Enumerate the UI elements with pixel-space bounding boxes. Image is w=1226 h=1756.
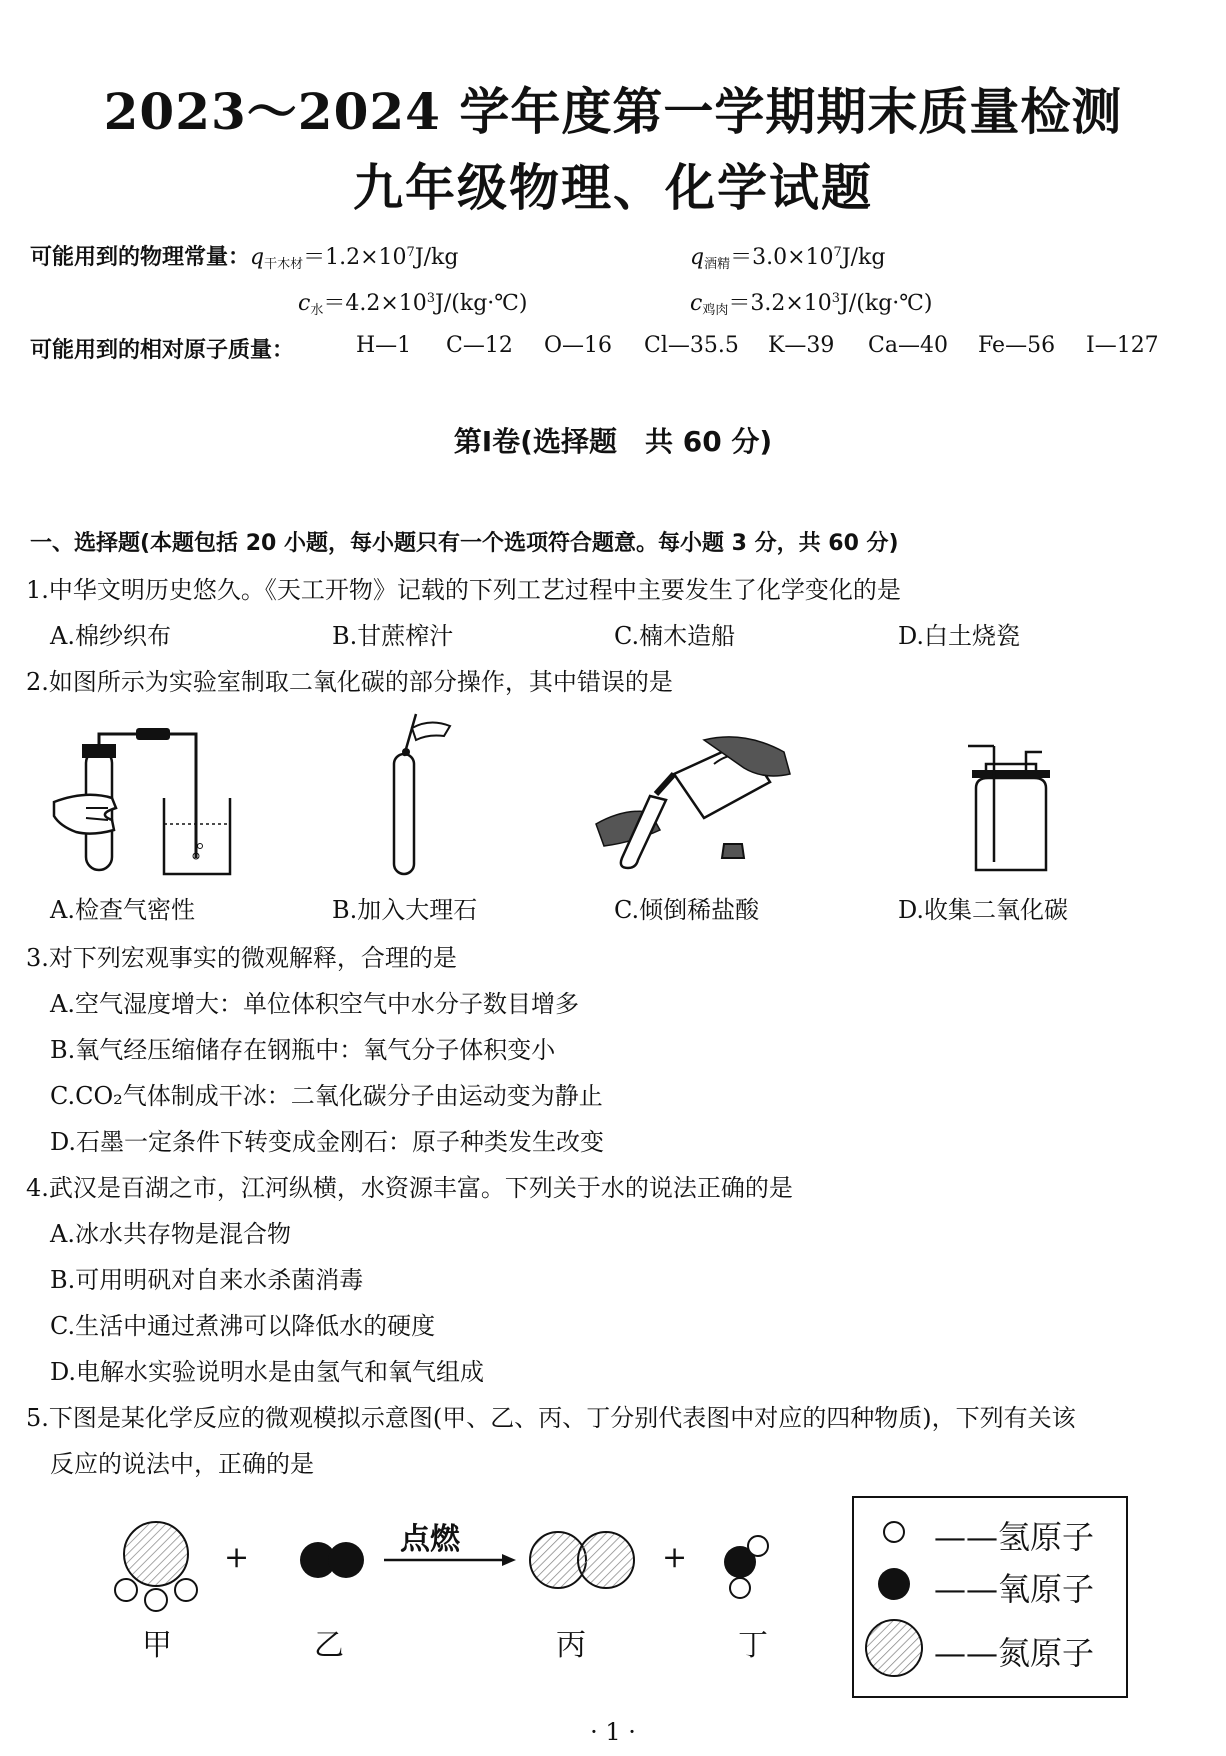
question-3-option-d: D.石墨一定条件下转变成金刚石：原子种类发生改变: [50, 1128, 605, 1156]
collect-co2-figure: [966, 744, 1056, 874]
constant-c-chicken: $c_{鸡肉}=3.2\times 10^3J/(kg\cdot℃)$: [690, 291, 933, 318]
constant-q-alcohol: $q_{酒精}=3.0\times 10^7J/kg$: [690, 245, 886, 272]
exam-title-line2: 九年级物理、化学试题: [353, 158, 873, 217]
reaction-condition: 点燃: [400, 1522, 460, 1557]
exam-title-line1: 2023～2024 学年度第一学期期末质量检测: [103, 82, 1123, 141]
legend-hydrogen: ——氢原子: [934, 1518, 1095, 1556]
question-3-stem: 3.对下列宏观事实的微观解释，合理的是: [26, 944, 457, 972]
question-4-option-c: C.生活中通过煮沸可以降低水的硬度: [50, 1312, 436, 1340]
pour-acid-figure: [594, 734, 794, 874]
question-4-option-b: B.可用明矾对自来水杀菌消毒: [50, 1266, 364, 1294]
atomic-mass-c: C—12: [446, 333, 513, 358]
atomic-mass-cl: Cl—35.5: [644, 333, 739, 358]
label-jia: 甲: [142, 1628, 172, 1663]
question-3-option-a: A.空气湿度增大：单位体积空气中水分子数目增多: [50, 990, 579, 1018]
plus-sign-1: +: [224, 1540, 250, 1575]
section-title: 第Ⅰ卷(选择题 共 60 分): [453, 425, 773, 458]
constants-label: 可能用到的物理常量：: [30, 245, 251, 270]
molecule-jia: [115, 1522, 197, 1611]
atomic-masses-row: 可能用到的相对原子质量：: [30, 338, 295, 363]
question-5-stem-continued: 反应的说法中，正确的是: [50, 1450, 314, 1478]
label-yi: 乙: [314, 1628, 344, 1663]
nitrogen-atom-icon: [866, 1620, 922, 1676]
molecule-ding: [724, 1536, 768, 1598]
atomic-mass-ca: Ca—40: [868, 333, 948, 358]
question-3-option-c: C.CO₂气体制成干冰：二氧化碳分子由运动变为静止: [50, 1082, 603, 1110]
question-1-option-b: B.甘蔗榨汁: [332, 622, 454, 650]
question-4-stem: 4.武汉是百湖之市，江河纵横，水资源丰富。下列关于水的说法正确的是: [26, 1174, 793, 1202]
oxygen-atom-icon: [878, 1568, 910, 1600]
question-2-option-a: A.检查气密性: [50, 896, 195, 924]
atomic-mass-k: K—39: [768, 333, 835, 358]
atom-legend: [852, 1496, 1128, 1698]
question-5-stem: 5.下图是某化学反应的微观模拟示意图(甲、乙、丙、丁分别代表图中对应的四种物质)，下列有关该: [26, 1404, 1076, 1432]
constant-c-water: $c_水=4.2\times 10^3J/(kg\cdot℃)$: [298, 291, 528, 318]
question-3-option-b: B.氧气经压缩储存在钢瓶中：氧气分子体积变小: [50, 1036, 556, 1064]
add-marble-figure: [376, 712, 456, 877]
question-2-option-b: B.加入大理石: [332, 896, 478, 924]
molecule-bing: [530, 1532, 634, 1588]
question-2-stem: 2.如图所示为实验室制取二氧化碳的部分操作，其中错误的是: [26, 668, 673, 696]
question-2-option-c: C.倾倒稀盐酸: [614, 896, 760, 924]
plus-sign-2: +: [662, 1540, 688, 1575]
atomic-mass-fe: Fe—56: [978, 333, 1056, 358]
hydrogen-atom-icon: [884, 1522, 904, 1542]
molecule-yi: [300, 1542, 364, 1578]
question-4-option-a: A.冰水共存物是混合物: [50, 1220, 291, 1248]
question-1-option-c: C.楠木造船: [614, 622, 736, 650]
constants-row1: 可能用到的物理常量：$q_{干木材}=1.2\times 10^7J/kg$: [30, 245, 459, 272]
atomic-mass-h: H—1: [356, 333, 412, 358]
question-1-option-d: D.白土烧瓷: [898, 622, 1021, 650]
atomic-mass-o: O—16: [544, 333, 613, 358]
atomic-mass-i: I—127: [1086, 333, 1159, 358]
label-bing: 丙: [556, 1628, 586, 1663]
question-1-stem: 1.中华文明历史悠久。《天工开物》记载的下列工艺过程中主要发生了化学变化的是: [26, 576, 901, 604]
page-number: · 1 ·: [590, 1718, 636, 1746]
question-1-option-a: A.棉纱织布: [50, 622, 171, 650]
airtightness-check-figure: [46, 728, 256, 878]
question-2-option-d: D.收集二氧化碳: [898, 896, 1069, 924]
section-instructions: 一、选择题(本题包括 20 小题，每小题只有一个选项符合题意。每小题 3 分，共 60 分): [30, 531, 899, 556]
question-4-option-d: D.电解水实验说明水是由氢气和氧气组成: [50, 1358, 485, 1386]
legend-nitrogen: ——氮原子: [934, 1634, 1095, 1672]
legend-oxygen: ——氧原子: [934, 1570, 1095, 1608]
label-ding: 丁: [738, 1628, 768, 1663]
